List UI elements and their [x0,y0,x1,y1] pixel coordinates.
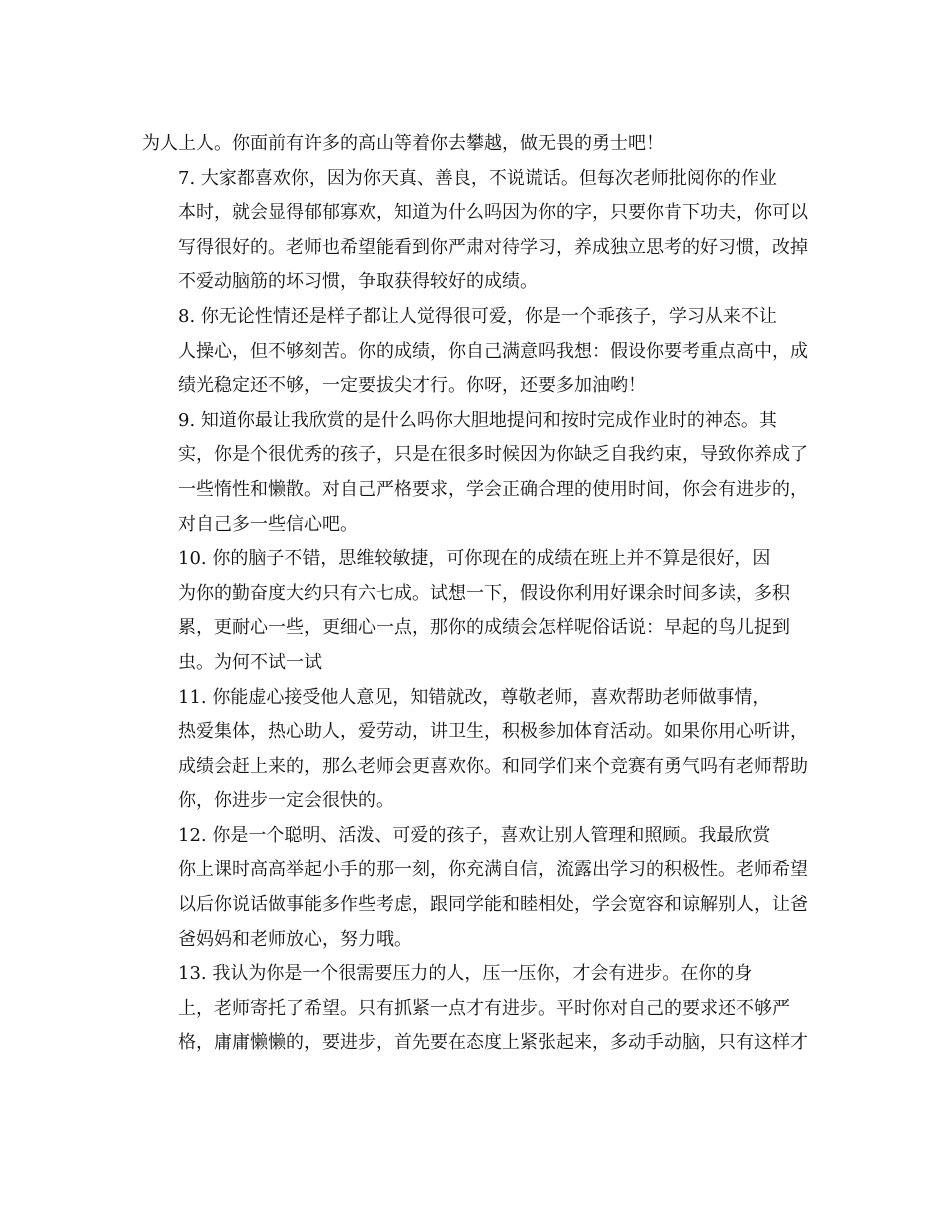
text-line: 写得很好的。老师也希望能看到你严肃对待学习，养成独立思考的好习惯，改掉 [178,236,808,258]
paragraph-continuation [142,127,807,162]
text-line: 不爱动脑筋的坏习惯，争取获得较好的成绩。 [178,271,538,293]
text-line: 8. 你无论性情还是样子都让人觉得很可爱，你是一个乖孩子，学习从来不让 [178,305,777,327]
text-line: 上，老师寄托了希望。只有抓紧一点才有进步。平时你对自己的要求还不够严 [178,997,790,1019]
text-line: 7. 大家都喜欢你，因为你天真、善良，不说谎话。但每次老师批阅你的作业 [178,167,777,189]
paragraph-comment-9 [142,404,807,542]
text-line: 11. 你能虚心接受他人意见，知错就改，尊敬老师，喜欢帮助老师做事情， [178,686,771,708]
text-line: 格，庸庸懒懒的，要进步，首先要在态度上紧张起来，多动手动脑，只有这样才 [178,1032,808,1054]
paragraph-comment-7 [142,162,807,300]
paragraph-comment-12 [142,819,807,957]
text-line: 9. 知道你最让我欣赏的是什么吗你大胆地提问和按时完成作业时的神态。其 [178,409,777,431]
text-line: 热爱集体，热心助人，爱劳动，讲卫生，积极参加体育活动。如果你用心听讲， [178,721,808,743]
text-line: 实，你是个很优秀的孩子，只是在很多时候因为你缺乏自我约束，导致你养成了 [178,444,808,466]
text-line: 对自己多一些信心吧。 [178,513,358,535]
text-line: 你，你进步一定会很快的。 [178,790,394,812]
text-line: 以后你说话做事能多作些考虑，跟同学能和睦相处，学会宽容和谅解别人，让爸 [178,894,808,916]
text-line: 13. 我认为你是一个很需要压力的人，压一压你，才会有进步。在你的身 [178,963,753,985]
text-line: 10. 你的脑子不错，思维较敏捷，可你现在的成绩在班上并不算是很好，因 [178,548,771,570]
text-line: 为人上人。你面前有许多的高山等着你去攀越，做无畏的勇士吧！ [142,133,664,154]
paragraph-comment-11 [142,681,807,819]
text-line: 为你的勤奋度大约只有六七成。试想一下，假设你利用好课余时间多读，多积 [178,582,790,604]
text-line: 成绩会赶上来的，那么老师会更喜欢你。和同学们来个竞赛有勇气吗有老师帮助 [178,755,808,777]
text-line: 虫。为何不试一试 [178,651,322,673]
paragraph-comment-10 [142,542,807,680]
paragraph-comment-8 [142,300,807,404]
text-line: 你上课时高高举起小手的那一刻，你充满自信，流露出学习的积极性。老师希望 [178,859,808,881]
text-line: 一些惰性和懒散。对自己严格要求，学会正确合理的使用时间，你会有进步的， [178,478,808,500]
paragraph-comment-13 [142,957,807,1061]
text-line: 绩光稳定还不够，一定要拔尖才行。你呀，还要多加油哟！ [178,375,646,397]
text-line: 本时，就会显得郁郁寡欢，知道为什么吗因为你的字，只要你肯下功夫，你可以 [178,202,808,224]
document-body [142,127,807,1061]
text-line: 爸妈妈和老师放心，努力哦。 [178,928,412,950]
text-line: 累，更耐心一些，更细心一点，那你的成绩会怎样呢俗话说：早起的鸟儿捉到 [178,617,790,639]
text-line: 人操心，但不够刻苦。你的成绩，你自己满意吗我想：假设你要考重点高中，成 [178,340,808,362]
text-line: 12. 你是一个聪明、活泼、可爱的孩子，喜欢让别人管理和照顾。我最欣赏 [178,824,771,846]
